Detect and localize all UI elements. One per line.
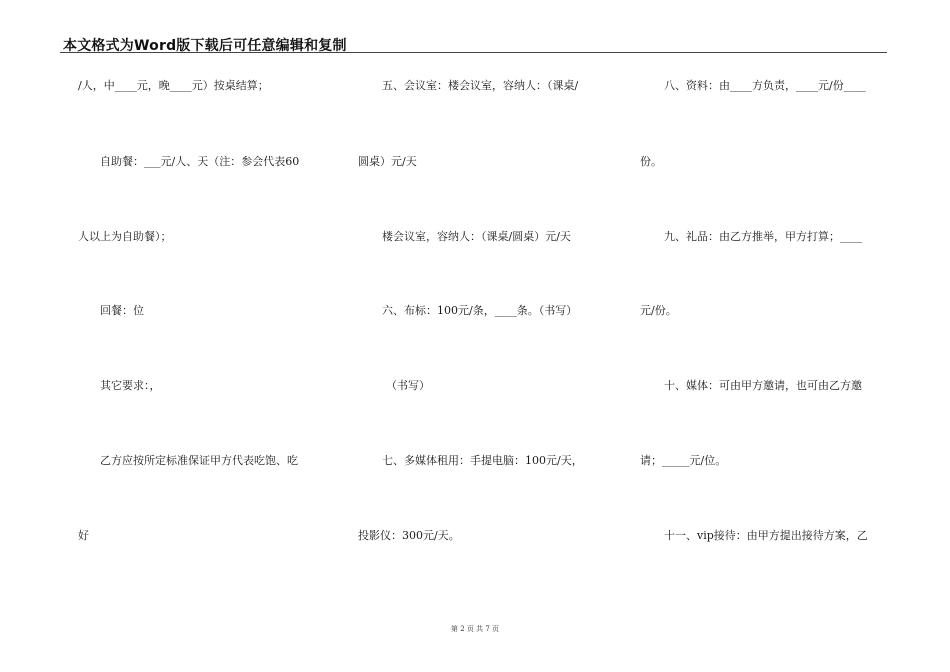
text-line: 好	[78, 529, 89, 542]
text-line: 自助餐：___元/人、天（注：参会代表60	[100, 155, 300, 168]
text-line: 圆桌）元/天	[358, 155, 417, 168]
text-line: 十、媒体：可由甲方邀请，也可由乙方邀	[664, 379, 862, 392]
text-line: 其它要求：，	[100, 379, 161, 392]
text-line: 九、礼品：由乙方推举，甲方打算；____	[664, 230, 862, 243]
text-line: 请；_____元/位。	[640, 454, 727, 467]
text-line: 人以上为自助餐）；	[78, 230, 172, 243]
text-line: 回餐：位	[100, 304, 144, 317]
text-line: 十一、vip接待：由甲方提出接待方案，乙	[664, 529, 868, 542]
text-line: 元/份。	[640, 304, 677, 317]
text-line: 七、多媒体租用：手提电脑：100元/天，	[382, 454, 583, 467]
text-line: 投影仪：300元/天。	[358, 529, 460, 542]
header-rule	[60, 52, 887, 53]
text-line: 份。	[640, 155, 662, 168]
text-line: 乙方应按所定标准保证甲方代表吃饱、吃	[100, 454, 298, 467]
header-title: 本文格式为Word版下载后可任意编辑和复制	[63, 38, 347, 54]
text-line: 五、会议室：楼会议室，容纳人：（课桌/	[382, 79, 579, 92]
text-line: 六、布标：100元/条，____条。（书写）	[382, 304, 578, 317]
text-line: /人，中____元，晚____元）按桌结算；	[78, 79, 269, 92]
page-number: 第 2 页 共 7 页	[450, 625, 500, 633]
text-line: 楼会议室，容纳人：（课桌/圆桌）元/天	[382, 230, 571, 243]
text-line: （书写）	[386, 379, 430, 392]
text-line: 八、资料：由____方负责，____元/份____	[664, 79, 866, 92]
